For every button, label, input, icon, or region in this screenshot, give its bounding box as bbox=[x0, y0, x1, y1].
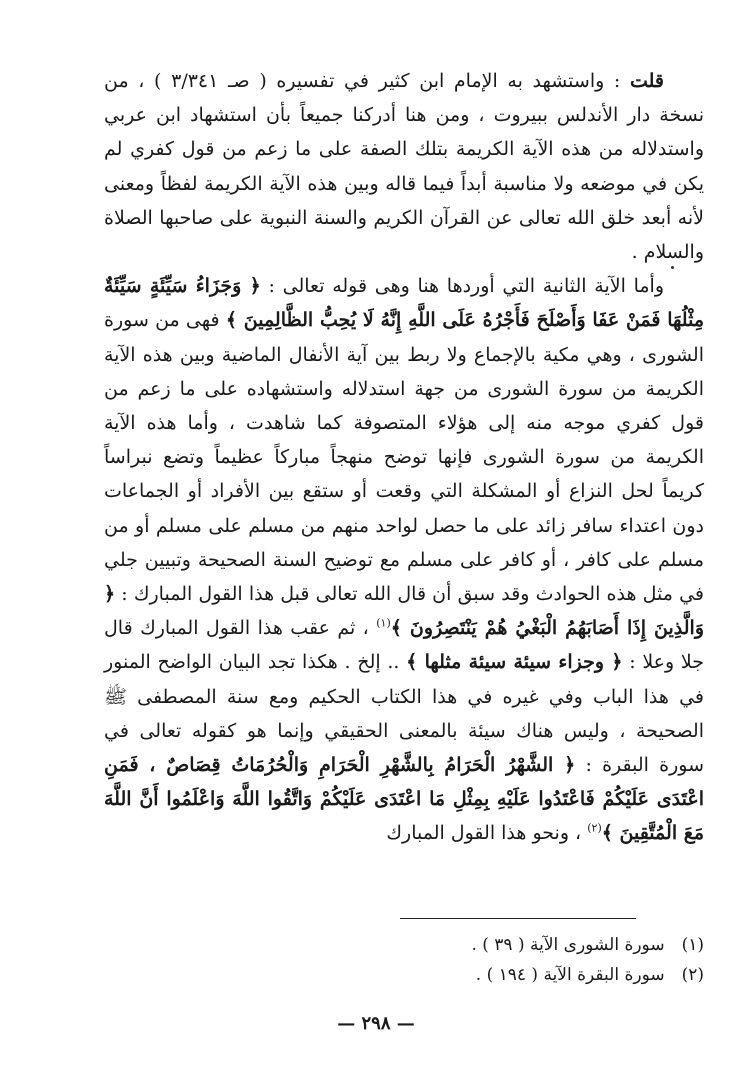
footnotes bbox=[300, 930, 704, 990]
quran-verse-4: ﴿ الشَّهْرُ الْحَرَامُ بِالشَّهْرِ الْحَرَامِ وَالْحُرُمَاتُ قِصَاصٌ ، فَمَنِ اعْتَدَى عَلَيْكُمْ فَاعْتَدُوا عَلَيْهِ بِمِثْلِ مَا اعْتَدَى عَلَيْكُمْ وَاتَّقُوا اللَّهَ وَاعْلَمُوا أَنَّ اللَّهَ مَعَ الْمُتَّقِينَ ﴾ bbox=[104, 754, 704, 845]
footnote-2 bbox=[300, 960, 704, 990]
footnote-2-text: سورة البقرة الآية ( ١٩٤ ) . bbox=[475, 965, 665, 985]
paragraph-2-text-3: ، ثم عقب هذا القول المبارك قال جلا وعلا : bbox=[104, 617, 704, 674]
paragraph-2 bbox=[104, 269, 704, 850]
footnote-1-number: (١) bbox=[681, 935, 704, 955]
footnote-ref-2: (٢) bbox=[587, 822, 602, 836]
quran-verse-3: ﴿ وجزاء سيئة سيئة مثلها ﴾ bbox=[406, 651, 623, 674]
quran-verse-2: ﴿ وَالَّذِينَ إِذَا أَصَابَهُمُ الْبَغْيُ هُمْ يَنْتَصِرُونَ ﴾ bbox=[104, 583, 704, 640]
footnote-2-number: (٢) bbox=[681, 965, 704, 985]
paragraph-2-text-5: ، ونحو هذا القول المبارك bbox=[386, 822, 582, 845]
footnote-1 bbox=[300, 930, 704, 960]
footnote-divider bbox=[400, 918, 636, 919]
page-number: — ٢٩٨ — bbox=[337, 1013, 415, 1034]
quran-verse-1: ﴿ وَجَزَاءُ سَيِّئَةٍ سَيِّئَةٌ مِثْلُهَا فَمَنْ عَفَا وَأَصْلَحَ فَأَجْرُهُ عَلَى اللَّهِ إِنَّهُ لَا يُحِبُّ الظَّالِمِينَ ﴾ bbox=[104, 275, 705, 332]
footnote-1-text: سورة الشورى الآية ( ٣٩ ) . bbox=[471, 935, 665, 955]
paragraph-2-text-1: وأما الآية الثانية التي أوردها هنا وهى قوله تعالى : bbox=[268, 275, 664, 298]
paragraph-1-text: : واستشهد به الإمام ابن كثير في تفسيره ( صـ ٣/٣٤١ ) ، من نسخة دار الأندلس ببيروت ، ومن هنا أدركنا جميعاً بأن استشهاد ابن عربي واستدلاله من هذه الآية الكريمة بتلك الصفة على ما زعم من قول كفري لم يكن في موضعه ولا مناسبة أبداً فيما قاله وبين هذه الآية الكريمة لفظاً ومعنى لأنه أبعد خلق الله تعالى عن القرآن الكريم والسنة النبوية على صاحبها الصلاة والسلام . bbox=[104, 70, 704, 264]
footnote-ref-1: (١) bbox=[376, 616, 391, 630]
paragraph-2-text-2: فهى من سورة الشورى ، وهي مكية بالإجماع ولا ربط بين آية الأنفال الماضية وبين هذه الآية الكريمة من سورة الشورى من جهة استدلاله واستشهاده على ما زعم من قول كفري موجه منه إلى هؤلاء المتصوفة كما شاهدت ، وأما هذه الآية الكريمة من سورة الشورى فإنها توضح منهجاً مباركاً عظيماً وتضع نبراساً كريماً لحل النزاع أو المشكلة التي وقعت أو ستقع بين الأفراد أو الجماعات دون اعتداء سافر زائد على ما حصل لواحد منهم من مسلم على مسلم أو من مسلم على كافر ، أو كافر على مسلم مع توضيح السنة الصحيحة وتبيين جلي في مثل هذه الحوادث وقد سبق أن قال الله تعالى قبل هذا القول المبارك : bbox=[104, 309, 704, 606]
paragraph-2-text-4: .. إلخ . هكذا تجد البيان الواضح المنور في هذا الباب وفي غيره في هذا الكتاب الحكيم ومع سنة المصطفى ﷺ الصحيحة ، وليس هناك سيئة بالمعنى الحقيقي وإنما هو كقوله تعالى في سورة البقرة : bbox=[104, 651, 704, 777]
paragraph-lead-word: قلت bbox=[629, 70, 664, 92]
main-text bbox=[104, 64, 704, 851]
paragraph-1 bbox=[104, 64, 704, 269]
